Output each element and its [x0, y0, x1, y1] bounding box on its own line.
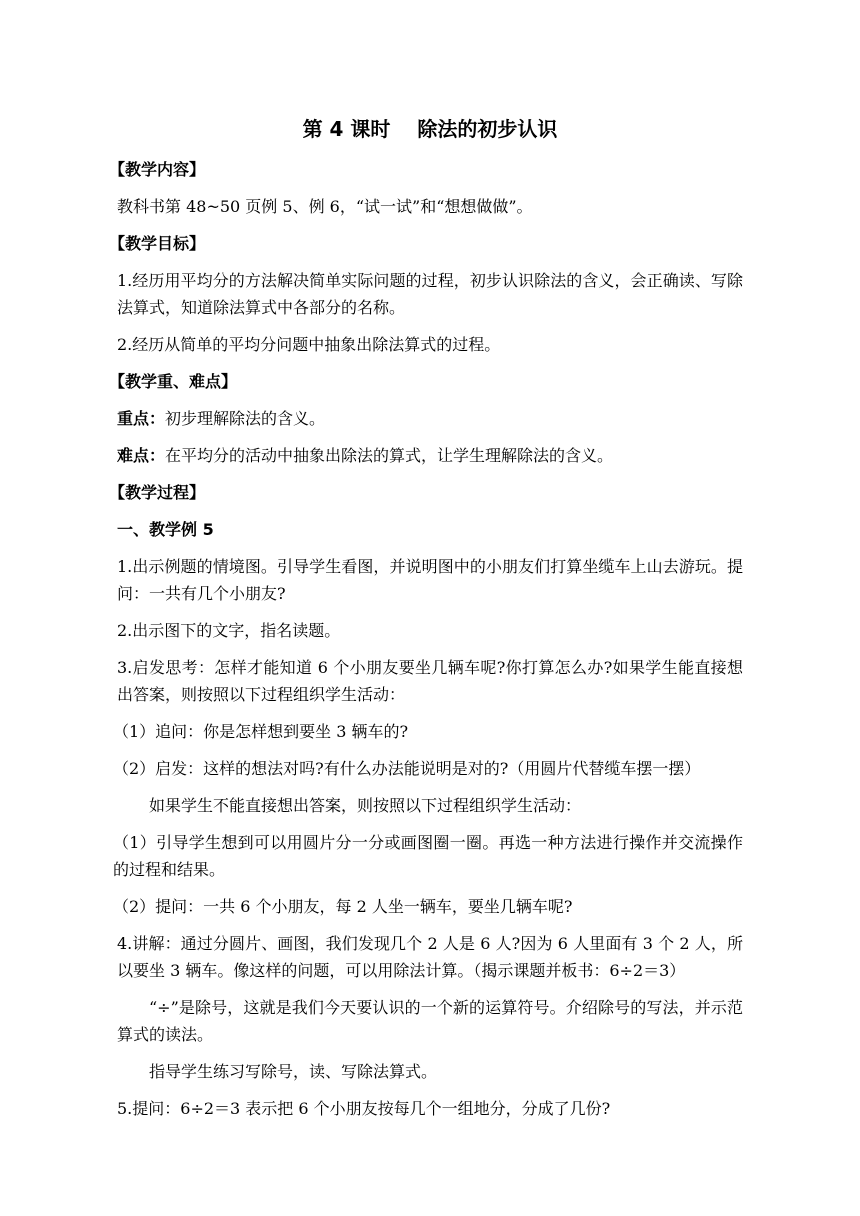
- content-heading: 【教学内容】: [109, 160, 206, 179]
- difficult-text: 在平均分的活动中抽象出除法的算式，让学生理解除法的含义。: [165, 446, 614, 465]
- step-3: 3.启发思考：怎样才能知道 6 个小朋友要坐几辆车呢?你打算怎么办?如果学生能直接想出答案，则按照以下过程组织学生活动：: [117, 658, 743, 704]
- goal-1: 1.经历用平均分的方法解决简单实际问题的过程，初步认识除法的含义，会正确读、写除法算式，知道除法算式中各部分的名称。: [117, 271, 743, 317]
- step-4-note: “÷”是除号，这就是我们今天要认识的一个新的运算符号。介绍除号的写法，并示范算式的读法。: [117, 998, 743, 1044]
- step-5: 5.提问：6÷2＝3 表示把 6 个小朋友按每几个一组地分，分成了几份?: [117, 1099, 611, 1118]
- key-point: [117, 405, 743, 432]
- step-3-b-intro: 如果学生不能直接想出答案，则按照以下过程组织学生活动：: [149, 796, 582, 815]
- step-3-b2: （2）提问：一共 6 个小朋友，每 2 人坐一辆车，要坐几辆车呢?: [113, 897, 573, 916]
- goal-2: 2.经历从简单的平均分问题中抽象出除法算式的过程。: [117, 335, 501, 354]
- content-text: 教科书第 48~50 页例 5、例 6，“试一试”和“想想做做”。: [117, 197, 533, 216]
- step-4: 4.讲解：通过分圆片、画图，我们发现几个 2 人是 6 人?因为 6 人里面有 3 个 2 人，所以要坐 3 辆车。像这样的问题，可以用除法计算。（揭示课题并板书：6÷2＝3）: [117, 934, 743, 980]
- document-page: [109, 113, 743, 1132]
- lesson-title: 第 4 课时 除法的初步认识: [302, 117, 558, 141]
- process-heading: 【教学过程】: [109, 483, 206, 502]
- key-label: 重点：: [117, 409, 166, 428]
- keypoints-heading: 【教学重、难点】: [109, 372, 238, 391]
- difficult-label: 难点：: [117, 446, 166, 465]
- step-3-a2: （2）启发：这样的想法对吗?有什么办法能说明是对的?（用圆片代替缆车摆一摆）: [113, 759, 701, 778]
- key-text: 初步理解除法的含义。: [165, 409, 326, 428]
- step-3-a1: （1）追问：你是怎样想到要坐 3 辆车的?: [113, 722, 409, 741]
- goals-heading: 【教学目标】: [109, 234, 206, 253]
- difficult-point: [117, 442, 743, 469]
- step-4-practice: 指导学生练习写除号，读、写除法算式。: [149, 1062, 438, 1081]
- step-1: 1.出示例题的情境图。引导学生看图，并说明图中的小朋友们打算坐缆车上山去游玩。提问：一共有几个小朋友?: [117, 557, 743, 603]
- step-2: 2.出示图下的文字，指名读题。: [117, 621, 341, 640]
- part1-heading: 一、教学例 5: [117, 520, 214, 539]
- step-3-b1: （1）引导学生想到可以用圆片分一分或画图圈一圈。再选一种方法进行操作并交流操作的过程和结果。: [113, 833, 743, 879]
